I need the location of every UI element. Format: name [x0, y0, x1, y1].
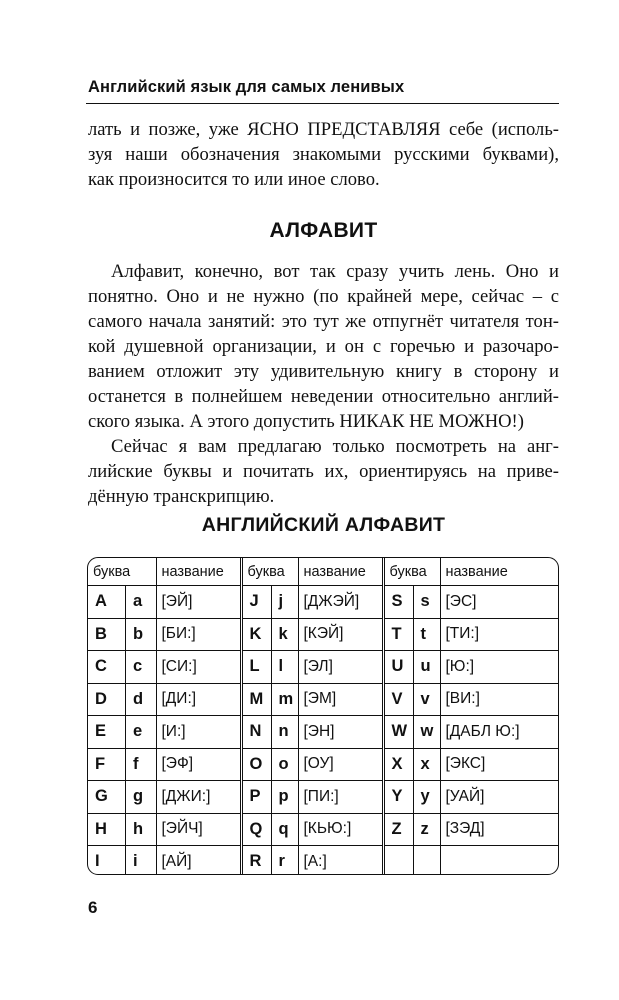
lowercase-letter: l: [271, 651, 298, 684]
uppercase-letter: U: [383, 651, 413, 684]
table-row: [88, 683, 558, 716]
text-line: дённую транскрипцию.: [88, 486, 275, 507]
lowercase-letter: b: [133, 624, 144, 643]
uppercase-letter: O: [241, 748, 271, 781]
letter-name: [ЭН]: [298, 716, 383, 749]
letter-name: [ЭКС]: [440, 748, 558, 781]
lowercase-letter: z: [413, 813, 440, 846]
uppercase-letter: X: [383, 748, 413, 781]
lowercase-letter: d: [133, 689, 144, 708]
letter-pair-cell: [88, 716, 156, 749]
lowercase-letter: g: [133, 787, 144, 806]
text-line: кой душевной организации, и он с горечью и разочаро-: [88, 336, 559, 357]
letter-name: [ДЖИ:]: [156, 781, 241, 814]
header-name: название: [156, 558, 241, 586]
uppercase-letter: L: [241, 651, 271, 684]
letter-name: [ЭЙЧ]: [156, 813, 241, 846]
uppercase-letter: J: [241, 586, 271, 619]
letter-name: [ЭЛ]: [298, 651, 383, 684]
uppercase-letter: K: [241, 618, 271, 651]
lowercase-letter: q: [271, 813, 298, 846]
table-row: [88, 846, 558, 876]
page-number: 6: [88, 898, 98, 917]
letter-pair-cell: [88, 683, 156, 716]
letter-name: [ОУ]: [298, 748, 383, 781]
table-title: АНГЛИЙСКИЙ АЛФАВИТ: [201, 514, 446, 536]
letter-pair-cell: [88, 618, 156, 651]
lowercase-letter: p: [271, 781, 298, 814]
uppercase-letter: F: [88, 749, 126, 781]
letter-pair-cell: [88, 846, 156, 876]
text-line: Сейчас я вам предлагаю только посмотреть на анг-: [111, 436, 559, 457]
header-name: название: [440, 558, 558, 586]
text-line: зуя наши обозначения знакомыми русскими буквами),: [88, 144, 559, 165]
letter-name: [ЭМ]: [298, 683, 383, 716]
text-line: понятно. Оно и не нужно (по крайней мере, сейчас – с: [88, 286, 559, 307]
uppercase-letter: R: [241, 846, 271, 876]
uppercase-letter: I: [88, 846, 126, 875]
text-line: лийские буквы и почитать их, ориентируясь на приве-: [88, 461, 559, 482]
lowercase-letter: x: [413, 748, 440, 781]
letter-pair-cell: [88, 586, 156, 619]
uppercase-letter: V: [383, 683, 413, 716]
uppercase-letter: G: [88, 781, 126, 813]
table-row: [88, 781, 558, 814]
text-line: останется в полнейшем неведении относительно англий-: [88, 386, 559, 407]
header-name: название: [298, 558, 383, 586]
lowercase-letter: s: [413, 586, 440, 619]
letter-name: [ДИ:]: [156, 683, 241, 716]
body-paragraph: [88, 259, 559, 509]
letter-name: [ДЖЭЙ]: [298, 586, 383, 619]
text-line: ванием отложит эту удивительную книгу в сторону и: [88, 361, 559, 382]
letter-name: [ПИ:]: [298, 781, 383, 814]
lowercase-letter: i: [133, 852, 138, 871]
table-row: [88, 618, 558, 651]
letter-pair-cell: [88, 813, 156, 846]
text-line: как произносится то или иное слово.: [88, 169, 380, 190]
letter-name: [УАЙ]: [440, 781, 558, 814]
lowercase-letter: [413, 846, 440, 876]
letter-name: [А:]: [298, 846, 383, 876]
letter-name: [КЬЮ:]: [298, 813, 383, 846]
running-title: Английский язык для самых ленивых: [88, 78, 405, 96]
letter-name: [ВИ:]: [440, 683, 558, 716]
uppercase-letter: B: [88, 619, 126, 651]
letter-pair-cell: [88, 748, 156, 781]
lowercase-letter: o: [271, 748, 298, 781]
lowercase-letter: k: [271, 618, 298, 651]
uppercase-letter: M: [241, 683, 271, 716]
uppercase-letter: N: [241, 716, 271, 749]
header-rule: [86, 103, 559, 104]
alphabet-table: [88, 558, 558, 875]
table-row: [88, 651, 558, 684]
letter-name: [И:]: [156, 716, 241, 749]
uppercase-letter: [383, 846, 413, 876]
lowercase-letter: n: [271, 716, 298, 749]
uppercase-letter: Y: [383, 781, 413, 814]
header-letter: буква: [88, 558, 156, 586]
lowercase-letter: y: [413, 781, 440, 814]
letter-name: [ЭФ]: [156, 748, 241, 781]
table-row: [88, 813, 558, 846]
lowercase-letter: v: [413, 683, 440, 716]
uppercase-letter: W: [383, 716, 413, 749]
uppercase-letter: C: [88, 651, 126, 683]
letter-pair-cell: [88, 651, 156, 684]
uppercase-letter: D: [88, 684, 126, 716]
header-letter: буква: [383, 558, 440, 586]
letter-name: [КЭЙ]: [298, 618, 383, 651]
letter-pair-cell: [88, 781, 156, 814]
text-line: ского языка. А этого допустить НИКАК НЕ МОЖНО!): [88, 411, 524, 432]
table-header-row: [88, 558, 558, 586]
lowercase-letter: u: [413, 651, 440, 684]
uppercase-letter: E: [88, 716, 126, 748]
letter-name: [ТИ:]: [440, 618, 558, 651]
alphabet-table-frame: [87, 557, 559, 875]
lowercase-letter: c: [133, 657, 143, 676]
letter-name: [Ю:]: [440, 651, 558, 684]
uppercase-letter: T: [383, 618, 413, 651]
lowercase-letter: j: [271, 586, 298, 619]
letter-name: [АЙ]: [156, 846, 241, 876]
letter-name: [ЗЭД]: [440, 813, 558, 846]
text-line: самого начала занятий: это тут же отпугнёт читателя тон-: [88, 311, 559, 332]
uppercase-letter: P: [241, 781, 271, 814]
lowercase-letter: t: [413, 618, 440, 651]
intro-paragraph: [88, 117, 559, 192]
lowercase-letter: f: [133, 754, 139, 773]
table-row: [88, 716, 558, 749]
lowercase-letter: h: [133, 819, 144, 838]
letter-name: [440, 846, 558, 876]
lowercase-letter: m: [271, 683, 298, 716]
text-line: Алфавит, конечно, вот так сразу учить лень. Оно и: [111, 261, 559, 282]
lowercase-letter: r: [271, 846, 298, 876]
uppercase-letter: H: [88, 814, 126, 846]
lowercase-letter: a: [133, 592, 143, 611]
letter-name: [БИ:]: [156, 618, 241, 651]
letter-name: [ДАБЛ Ю:]: [440, 716, 558, 749]
uppercase-letter: A: [88, 586, 126, 618]
letter-name: [СИ:]: [156, 651, 241, 684]
letter-name: [ЭС]: [440, 586, 558, 619]
table-row: [88, 748, 558, 781]
section-title: АЛФАВИТ: [269, 219, 378, 242]
header-letter: буква: [241, 558, 298, 586]
uppercase-letter: S: [383, 586, 413, 619]
letter-name: [ЭЙ]: [156, 586, 241, 619]
uppercase-letter: Q: [241, 813, 271, 846]
table-row: [88, 586, 558, 619]
uppercase-letter: Z: [383, 813, 413, 846]
lowercase-letter: w: [413, 716, 440, 749]
text-line: лать и позже, уже ЯСНО ПРЕДСТАВЛЯЯ себе (исполь-: [88, 119, 559, 140]
lowercase-letter: e: [133, 722, 143, 741]
